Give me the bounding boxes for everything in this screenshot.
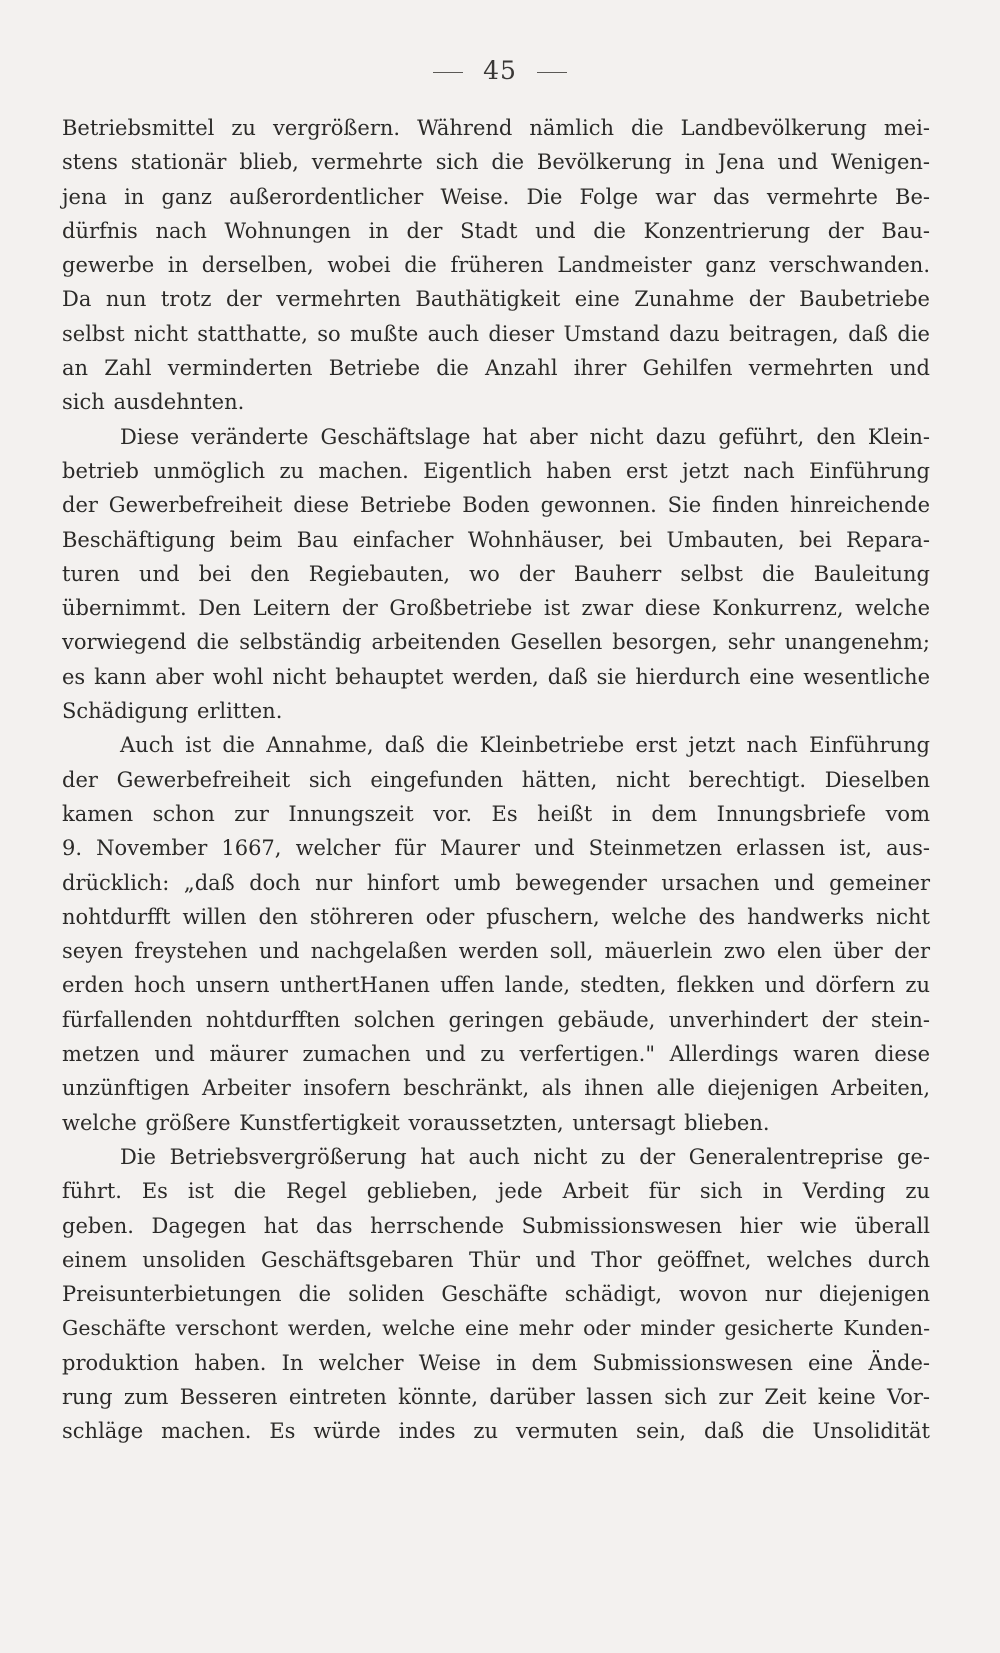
text-line: turen und bei den Regiebauten, wo der Bauherr selbst die Bauleitung bbox=[62, 561, 930, 586]
text-line: fürfallenden nohtdurfften solchen geringen gebäude, unverhindert der stein- bbox=[62, 1007, 930, 1032]
text-line: schläge machen. Es würde indes zu vermuten sein, daß die Unsolidität bbox=[62, 1419, 930, 1444]
text-line: an Zahl verminderten Betriebe die Anzahl ihrer Gehilfen vermehrten und bbox=[62, 356, 930, 381]
left-dash bbox=[433, 72, 463, 73]
text-line: Da nun trotz der vermehrten Bauthätigkeit eine Zunahme der Baubetriebe bbox=[62, 287, 930, 312]
right-dash bbox=[537, 72, 567, 73]
text-line: gewerbe in derselben, wobei die früheren Landmeister ganz verschwanden. bbox=[62, 253, 930, 278]
text-line: drücklich: „daß doch nur hinfort umb bewegender ursachen und gemeiner bbox=[62, 870, 930, 895]
text-line: Preisunterbietungen die soliden Geschäfte schädigt, wovon nur diejenigen bbox=[62, 1282, 930, 1307]
text-line: selbst nicht statthatte, so mußte auch dieser Umstand dazu beitragen, daß die bbox=[62, 321, 930, 346]
text-line: rung zum Besseren eintreten könnte, darüber lassen sich zur Zeit keine Vor- bbox=[62, 1384, 930, 1409]
text-line: welche größere Kunstfertigkeit voraussetzten, untersagt blieben. bbox=[62, 1110, 770, 1135]
text-line: seyen freystehen und nachgelaßen werden soll, mäuerlein zwo elen über der bbox=[62, 939, 930, 964]
text-line: führt. Es ist die Regel geblieben, jede Arbeit für sich in Verding zu bbox=[62, 1179, 930, 1204]
text-line: Betriebsmittel zu vergrößern. Während nämlich die Landbevölkerung mei- bbox=[62, 116, 930, 140]
text-line: sich ausdehnten. bbox=[62, 390, 245, 415]
text-line: nohtdurfft willen den stöhreren oder pfuschern, welche des handwerks nicht bbox=[62, 904, 930, 929]
text-line: Beschäftigung beim Bau einfacher Wohnhäuser, bei Umbauten, bei Repara- bbox=[62, 527, 930, 552]
text-line: metzen und mäurer zumachen und zu verfertigen." Allerdings waren diese bbox=[62, 1042, 930, 1067]
text-line: Diese veränderte Geschäftslage hat aber nicht dazu geführt, den Klein- bbox=[120, 424, 930, 449]
text-line: der Gewerbefreiheit diese Betriebe Boden gewonnen. Sie finden hinreichende bbox=[62, 493, 930, 518]
text-line: kamen schon zur Innungszeit vor. Es heißt in dem Innungsbriefe vom bbox=[62, 801, 930, 826]
text-line: der Gewerbefreiheit sich eingefunden hätten, nicht berechtigt. Dieselben bbox=[62, 767, 930, 792]
text-line: 9. November 1667, welcher für Maurer und Steinmetzen erlassen ist, aus- bbox=[62, 836, 930, 861]
page-number-header bbox=[0, 56, 1000, 85]
text-line: unzünftigen Arbeiter insofern beschränkt, als ihnen alle diejenigen Arbeiten, bbox=[62, 1076, 930, 1101]
text-line: Auch ist die Annahme, daß die Kleinbetriebe erst jetzt nach Einführung bbox=[120, 733, 930, 758]
text-line: Geschäfte verschont werden, welche eine mehr oder minder gesicherte Kunden- bbox=[62, 1316, 930, 1341]
text-line: dürfnis nach Wohnungen in der Stadt und die Konzentrierung der Bau- bbox=[62, 218, 930, 243]
text-line: geben. Dagegen hat das herrschende Submissionswesen hier wie überall bbox=[62, 1213, 930, 1238]
text-line: Schädigung erlitten. bbox=[62, 699, 283, 724]
text-line: einem unsoliden Geschäftsgebaren Thür und Thor geöffnet, welches durch bbox=[62, 1247, 930, 1272]
text-line: vorwiegend die selbständig arbeitenden Gesellen besorgen, sehr unangenehm; bbox=[62, 630, 930, 655]
text-line: produktion haben. In welcher Weise in dem Submissionswesen eine Ände- bbox=[62, 1350, 930, 1375]
text-line: erden hoch unsern unthertHanen uffen lande, stedten, flekken und dörfern zu bbox=[62, 973, 930, 998]
text-line: jena in ganz außerordentlicher Weise. Die Folge war das vermehrte Be- bbox=[62, 184, 930, 209]
body-text bbox=[62, 111, 930, 1449]
text-line: stens stationär blieb, vermehrte sich die Bevölkerung in Jena und Wenigen- bbox=[62, 150, 930, 175]
page-number: 45 bbox=[483, 56, 517, 85]
text-line: übernimmt. Den Leitern der Großbetriebe ist zwar diese Konkurrenz, welche bbox=[62, 596, 930, 621]
text-line: betrieb unmöglich zu machen. Eigentlich haben erst jetzt nach Einführung bbox=[62, 458, 930, 483]
text-line: es kann aber wohl nicht behauptet werden, daß sie hierdurch eine wesentliche bbox=[62, 664, 930, 689]
text-line: Die Betriebsvergrößerung hat auch nicht zu der Generalentreprise ge- bbox=[120, 1144, 930, 1169]
